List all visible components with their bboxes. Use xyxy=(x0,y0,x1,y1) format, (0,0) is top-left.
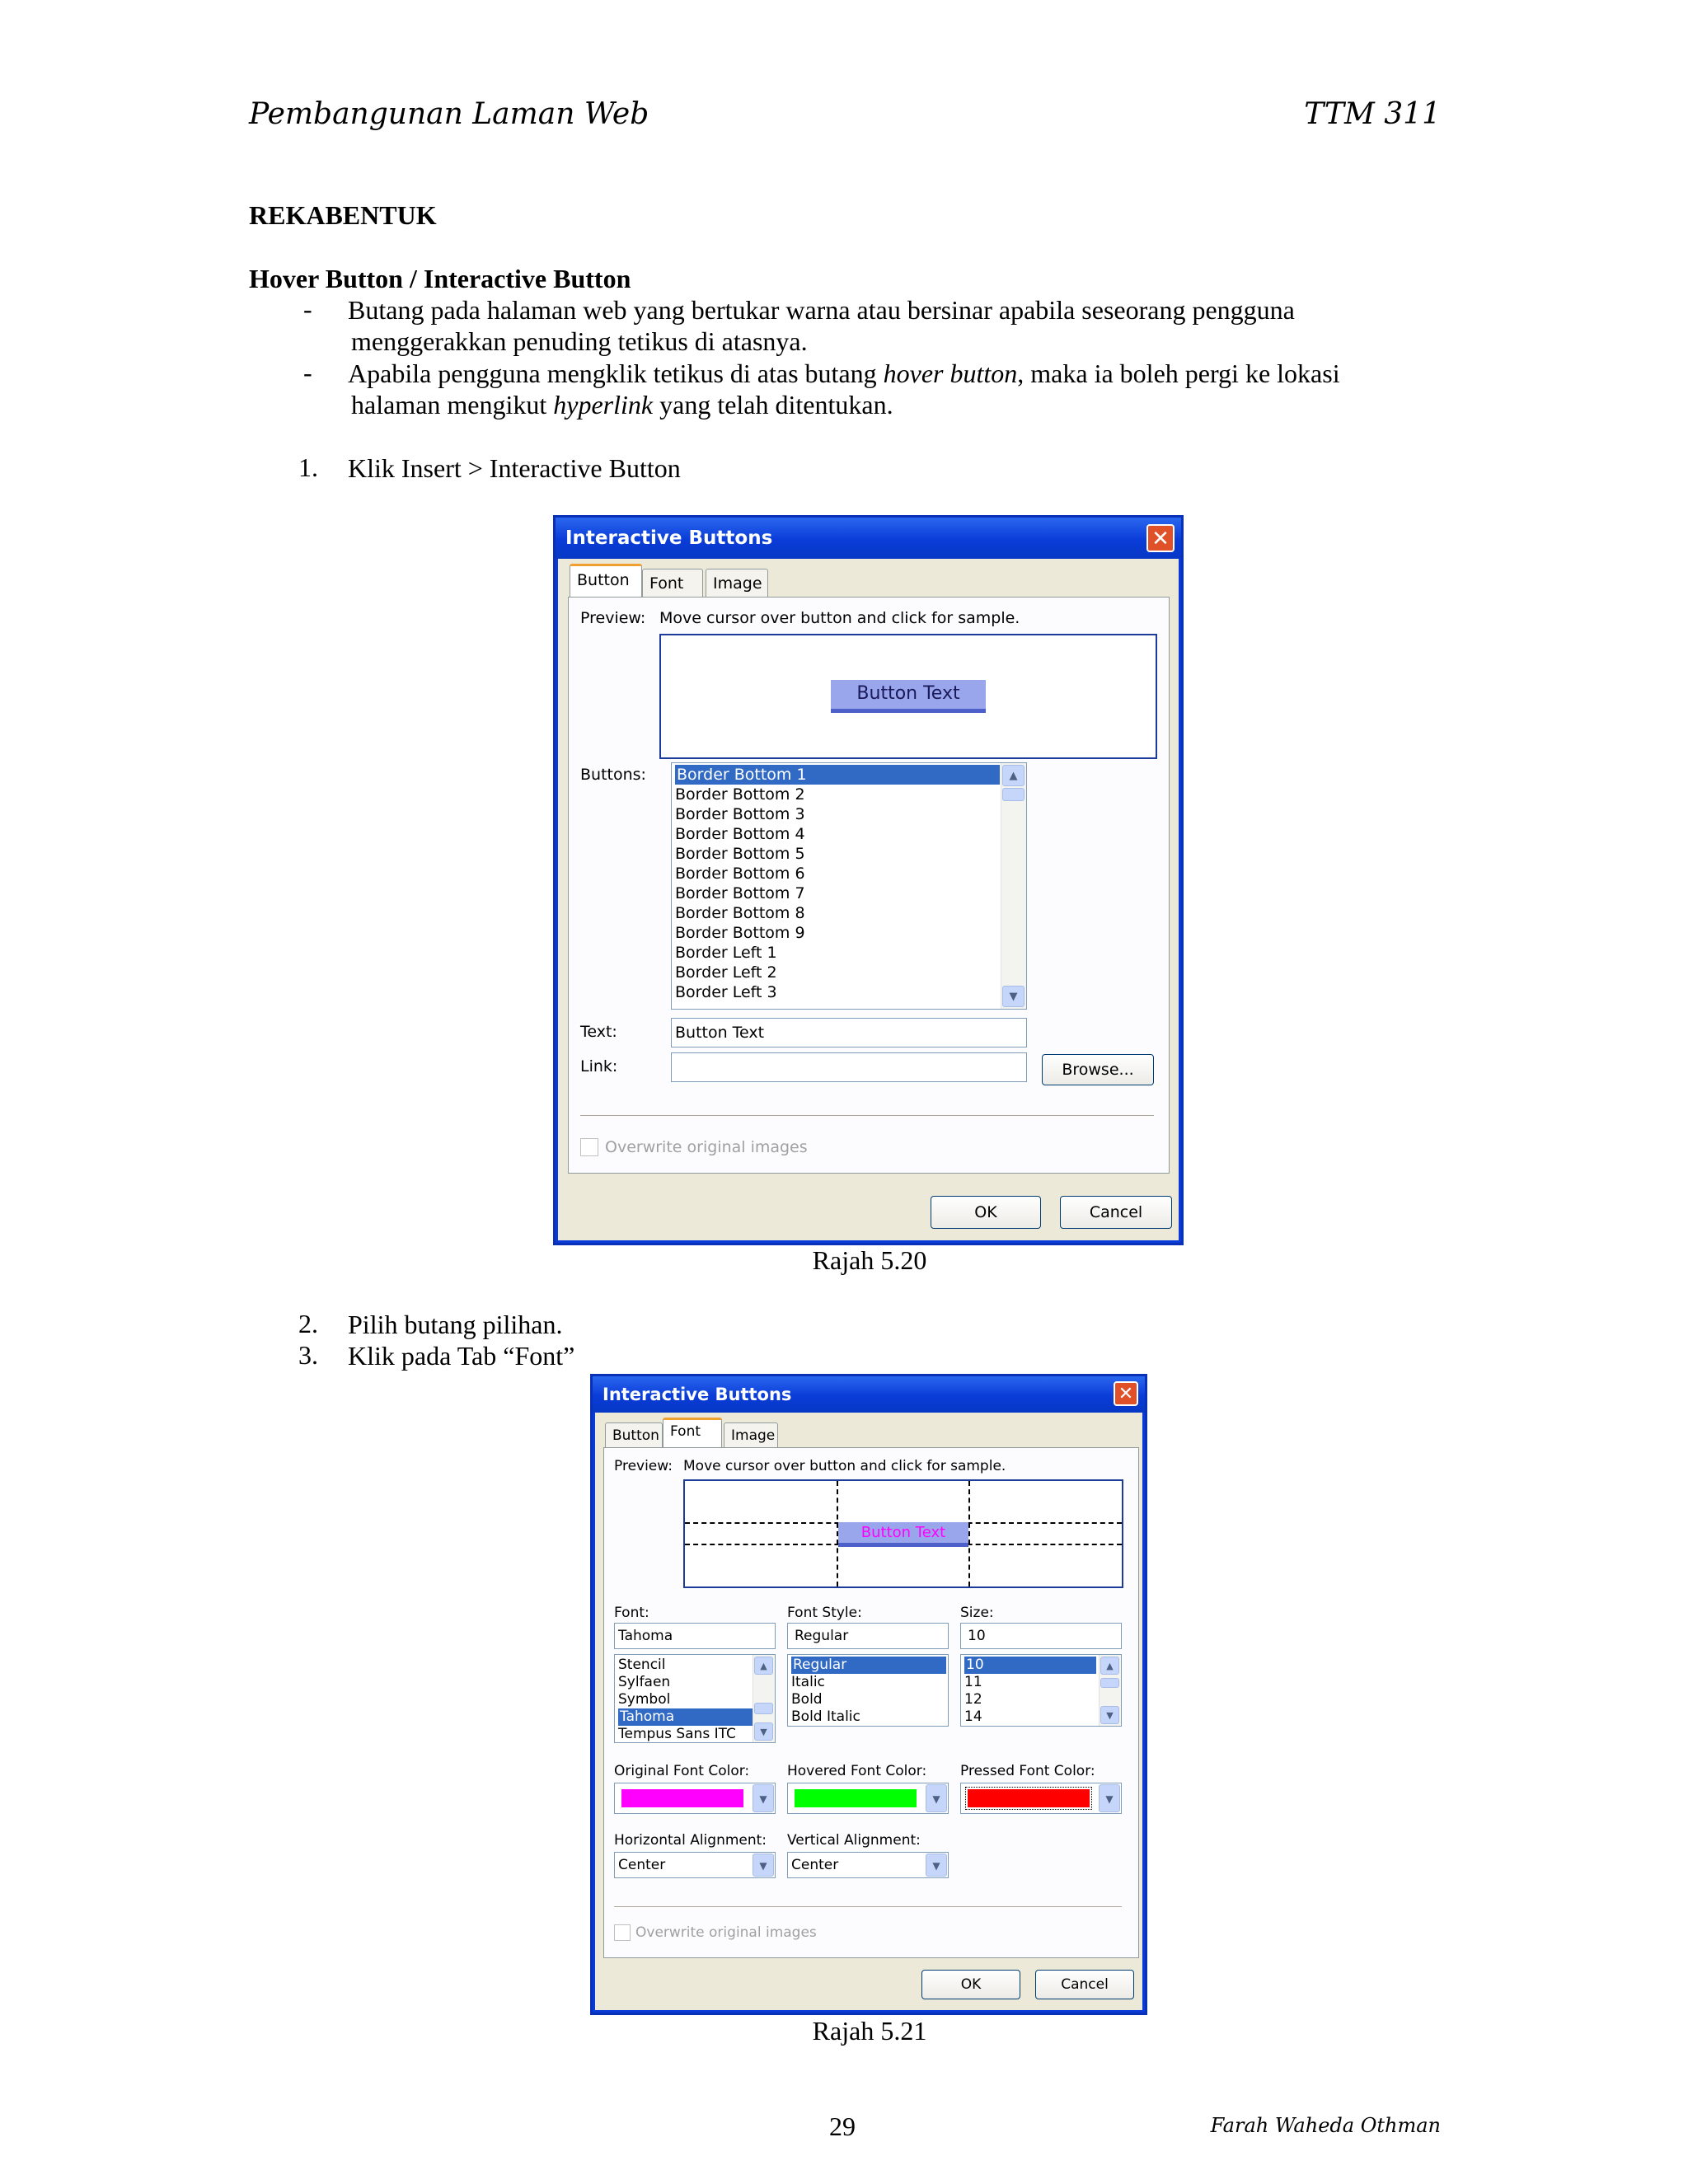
color-swatch xyxy=(968,1789,1090,1807)
listbox-scrollbar[interactable] xyxy=(753,1655,775,1742)
list-item[interactable]: Regular xyxy=(791,1657,946,1674)
browse-button[interactable]: Browse... xyxy=(1042,1054,1154,1085)
scroll-thumb[interactable] xyxy=(1002,788,1025,801)
list-item[interactable]: 12 xyxy=(964,1691,982,1708)
tab-font[interactable]: Font xyxy=(663,1418,722,1447)
dialog-title-bar xyxy=(556,518,1181,559)
scroll-thumb[interactable] xyxy=(754,1703,773,1714)
text-field[interactable] xyxy=(671,1018,1027,1047)
list-item[interactable]: Border Bottom 5 xyxy=(675,845,805,863)
preview-hint: Move cursor over button and click for sample. xyxy=(659,609,1020,627)
pressed-font-color-label: Pressed Font Color: xyxy=(960,1763,1095,1779)
font-label: Font: xyxy=(614,1605,649,1621)
scroll-up-icon[interactable]: ▲ xyxy=(1100,1657,1119,1675)
link-label: Link: xyxy=(580,1057,618,1076)
color-swatch xyxy=(795,1789,917,1807)
dialog-client-area xyxy=(595,1413,1142,2010)
preview-area[interactable] xyxy=(683,1479,1123,1588)
tab-font[interactable]: Font xyxy=(642,569,703,597)
buttons-listbox[interactable] xyxy=(671,762,1027,1010)
close-icon[interactable]: ✕ xyxy=(1114,1381,1138,1406)
subsection-title: Hover Button / Interactive Button xyxy=(249,264,631,293)
bullet-2-line-1: Apabila pengguna mengklik tetikus di atas butang hover button, maka ia boleh pergi ke lokasi xyxy=(348,359,1340,388)
cancel-button[interactable]: Cancel xyxy=(1035,1970,1134,1999)
separator xyxy=(580,1115,1154,1118)
horizontal-alignment-select[interactable] xyxy=(614,1852,776,1878)
list-item[interactable]: Border Bottom 1 xyxy=(675,765,1000,785)
text-field-value: Button Text xyxy=(675,1024,765,1042)
font-style-listbox[interactable] xyxy=(787,1654,949,1727)
preview-label: Preview: xyxy=(580,609,646,627)
step-text: Klik Insert > Interactive Button xyxy=(348,453,681,483)
list-item[interactable]: Sylfaen xyxy=(618,1674,671,1690)
font-style-field[interactable] xyxy=(787,1623,949,1649)
scroll-up-icon[interactable]: ▲ xyxy=(1002,765,1025,786)
overwrite-label: Overwrite original images xyxy=(605,1138,808,1156)
overwrite-checkbox[interactable] xyxy=(614,1924,631,1941)
list-item[interactable]: Border Left 2 xyxy=(675,963,777,982)
horizontal-alignment-label: Horizontal Alignment: xyxy=(614,1832,767,1849)
font-style-field-value: Regular xyxy=(795,1628,849,1644)
list-item[interactable]: Stencil xyxy=(618,1657,666,1673)
size-field[interactable] xyxy=(960,1623,1122,1649)
bullet-dash: - xyxy=(303,358,312,387)
tab-panel xyxy=(568,597,1170,1174)
buttons-label: Buttons: xyxy=(580,766,646,784)
list-item[interactable]: Border Bottom 6 xyxy=(675,865,805,883)
tab-button[interactable]: Button xyxy=(570,564,642,597)
scroll-down-icon[interactable]: ▼ xyxy=(1100,1706,1119,1724)
size-listbox[interactable] xyxy=(960,1654,1122,1727)
list-item[interactable]: Bold Italic xyxy=(791,1708,860,1725)
page-number: 29 xyxy=(829,2111,856,2141)
list-item[interactable]: Border Bottom 8 xyxy=(675,904,805,922)
listbox-scrollbar[interactable] xyxy=(1001,763,1026,1009)
link-field[interactable] xyxy=(671,1052,1027,1082)
chevron-down-icon[interactable]: ▼ xyxy=(1099,1784,1120,1812)
guide-line xyxy=(968,1481,970,1586)
list-item[interactable]: Tempus Sans ITC xyxy=(618,1726,736,1742)
bullet-2-line-2: halaman mengikut hyperlink yang telah ditentukan. xyxy=(351,390,893,419)
separator xyxy=(614,1906,1122,1910)
preview-label: Preview: xyxy=(614,1458,673,1474)
preview-hint: Move cursor over button and click for sample. xyxy=(683,1458,1006,1474)
font-field-value: Tahoma xyxy=(618,1628,673,1644)
scroll-up-icon[interactable]: ▲ xyxy=(754,1657,773,1675)
listbox-scrollbar[interactable] xyxy=(1099,1655,1121,1726)
step-text: Pilih butang pilihan. xyxy=(348,1310,563,1339)
font-field[interactable] xyxy=(614,1623,776,1649)
list-item[interactable]: 14 xyxy=(964,1708,982,1725)
ok-button[interactable]: OK xyxy=(921,1970,1020,1999)
header-course-title: Pembangunan Laman Web xyxy=(249,97,649,131)
scroll-down-icon[interactable]: ▼ xyxy=(754,1722,773,1741)
overwrite-checkbox[interactable] xyxy=(580,1138,598,1156)
header-course-code: TTM 311 xyxy=(1304,97,1441,131)
step-number: 1. xyxy=(298,452,318,482)
horizontal-alignment-value: Center xyxy=(618,1857,666,1873)
step-number: 2. xyxy=(298,1309,318,1338)
step-number: 3. xyxy=(298,1340,318,1370)
vertical-alignment-select[interactable] xyxy=(787,1852,949,1878)
list-item[interactable]: 10 xyxy=(964,1657,1096,1674)
text-label: Text: xyxy=(580,1023,617,1041)
list-item[interactable]: Bold xyxy=(791,1691,823,1708)
chevron-down-icon[interactable]: ▼ xyxy=(753,1854,774,1877)
dialog-title: Interactive Buttons xyxy=(603,1385,792,1404)
bullet-1-line-2: menggerakkan penuding tetikus di atasnya. xyxy=(351,326,808,356)
bullet-dash: - xyxy=(303,294,312,324)
ok-button[interactable]: OK xyxy=(931,1196,1041,1229)
interactive-buttons-dialog-button-tab xyxy=(553,515,1184,1245)
pressed-font-color-picker[interactable] xyxy=(960,1783,1122,1814)
scroll-thumb[interactable] xyxy=(1100,1678,1119,1688)
size-field-value: 10 xyxy=(968,1628,986,1644)
chevron-down-icon[interactable]: ▼ xyxy=(753,1784,774,1812)
font-style-label: Font Style: xyxy=(787,1605,862,1621)
list-item[interactable]: Border Bottom 4 xyxy=(675,825,805,843)
preview-area[interactable] xyxy=(659,634,1157,759)
list-item[interactable]: Border Left 3 xyxy=(675,983,777,1001)
overwrite-label: Overwrite original images xyxy=(635,1924,817,1941)
list-item[interactable]: Tahoma xyxy=(618,1708,753,1726)
chevron-down-icon[interactable]: ▼ xyxy=(926,1784,947,1812)
section-title: REKABENTUK xyxy=(249,200,437,230)
size-label: Size: xyxy=(960,1605,994,1621)
vertical-alignment-label: Vertical Alignment: xyxy=(787,1832,921,1849)
preview-button[interactable]: Button Text xyxy=(838,1522,968,1547)
figure-caption-1: Rajah 5.20 xyxy=(812,1245,927,1275)
dialog-title-bar xyxy=(593,1376,1145,1413)
list-item[interactable]: Border Bottom 7 xyxy=(675,884,805,902)
scroll-down-icon[interactable]: ▼ xyxy=(1002,986,1025,1007)
list-item[interactable]: Italic xyxy=(791,1674,825,1690)
hovered-font-color-label: Hovered Font Color: xyxy=(787,1763,927,1779)
list-item[interactable]: 11 xyxy=(964,1674,982,1690)
color-swatch xyxy=(621,1789,743,1807)
list-item[interactable]: Border Bottom 9 xyxy=(675,924,805,942)
preview-button[interactable]: Button Text xyxy=(831,680,986,713)
tab-image[interactable]: Image xyxy=(706,569,768,597)
tab-button[interactable]: Button xyxy=(605,1422,663,1447)
list-item[interactable]: Symbol xyxy=(618,1691,671,1708)
figure-caption-2: Rajah 5.21 xyxy=(812,2016,927,2046)
bullet-1-line-1: Butang pada halaman web yang bertukar warna atau bersinar apabila seseorang pengguna xyxy=(348,295,1295,325)
cancel-button[interactable]: Cancel xyxy=(1060,1196,1172,1229)
original-font-color-label: Original Font Color: xyxy=(614,1763,750,1779)
tab-panel xyxy=(603,1447,1139,1958)
font-listbox[interactable] xyxy=(614,1654,776,1743)
list-item[interactable]: Border Bottom 2 xyxy=(675,785,805,804)
original-font-color-picker[interactable] xyxy=(614,1783,776,1814)
list-item[interactable]: Border Left 1 xyxy=(675,944,777,962)
dialog-title: Interactive Buttons xyxy=(565,527,773,549)
close-icon[interactable]: ✕ xyxy=(1146,524,1175,552)
interactive-buttons-dialog-font-tab xyxy=(590,1374,1147,2015)
author-name: Farah Waheda Othman xyxy=(1210,2114,1441,2137)
chevron-down-icon[interactable]: ▼ xyxy=(926,1854,947,1877)
tab-image[interactable]: Image xyxy=(724,1422,778,1447)
dialog-client-area xyxy=(558,559,1179,1240)
list-item[interactable]: Border Bottom 3 xyxy=(675,805,805,823)
hovered-font-color-picker[interactable] xyxy=(787,1783,949,1814)
step-text: Klik pada Tab “Font” xyxy=(348,1341,575,1371)
vertical-alignment-value: Center xyxy=(791,1857,839,1873)
